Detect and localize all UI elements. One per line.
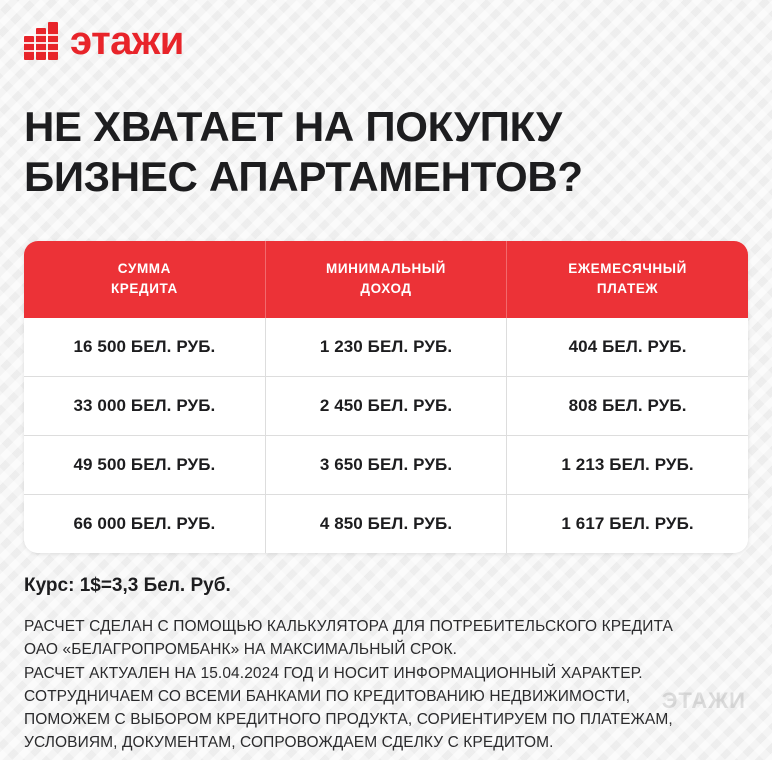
cell-payment: 1 213 БЕЛ. РУБ.	[507, 436, 748, 495]
cell-income: 3 650 БЕЛ. РУБ.	[265, 436, 506, 495]
buildings-icon	[24, 22, 60, 60]
watermark: ЭТАЖИ	[661, 688, 746, 713]
disclaimer-line-5: ПОМОЖЕМ С ВЫБОРОМ КРЕДИТНОГО ПРОДУКТА, СОРИЕНТИРУЕМ ПО ПЛАТЕЖАМ,	[24, 711, 673, 729]
disclaimer-text	[24, 615, 748, 755]
cell-income: 1 230 БЕЛ. РУБ.	[265, 318, 506, 377]
cell-payment: 1 617 БЕЛ. РУБ.	[507, 495, 748, 554]
table-row	[24, 377, 748, 436]
cell-payment: 404 БЕЛ. РУБ.	[507, 318, 748, 377]
disclaimer-line-6: УСЛОВИЯМ, ДОКУМЕНТАМ, СОПРОВОЖДАЕМ СДЕЛКУ С КРЕДИТОМ.	[24, 734, 554, 752]
headline-line-1: НЕ ХВАТАЕТ НА ПОКУПКУ	[24, 103, 562, 150]
table-row	[24, 318, 748, 377]
table-row	[24, 436, 748, 495]
table-header-row	[24, 241, 748, 318]
disclaimer-line-3: РАСЧЕТ АКТУАЛЕН НА 15.04.2024 ГОД И НОСИТ ИНФОРМАЦИОННЫЙ ХАРАКТЕР.	[24, 664, 643, 682]
column-header-payment: ЕЖЕМЕСЯЧНЫЙ ПЛАТЕЖ	[507, 241, 748, 318]
cell-income: 2 450 БЕЛ. РУБ.	[265, 377, 506, 436]
column-header-income: МИНИМАЛЬНЫЙ ДОХОД	[265, 241, 506, 318]
disclaimer-line-1: РАСЧЕТ СДЕЛАН С ПОМОЩЬЮ КАЛЬКУЛЯТОРА ДЛЯ ПОТРЕБИТЕЛЬСКОГО КРЕДИТА	[24, 618, 673, 636]
page-title	[24, 102, 748, 201]
cell-payment: 808 БЕЛ. РУБ.	[507, 377, 748, 436]
credit-table	[24, 241, 748, 553]
disclaimer-line-2: ОАО «БЕЛАГРОПРОМБАНК» НА МАКСИМАЛЬНЫЙ СРОК.	[24, 641, 458, 659]
exchange-rate-note: Курс: 1$=3,3 Бел. Руб.	[24, 575, 231, 597]
headline-line-2: БИЗНЕС АПАРТАМЕНТОВ?	[24, 152, 583, 200]
cell-income: 4 850 БЕЛ. РУБ.	[265, 495, 506, 554]
brand-name: этажи	[70, 19, 184, 63]
column-header-amount: СУММА КРЕДИТА	[24, 241, 265, 318]
cell-amount: 66 000 БЕЛ. РУБ.	[24, 495, 265, 554]
table-row	[24, 495, 748, 554]
cell-amount: 49 500 БЕЛ. РУБ.	[24, 436, 265, 495]
disclaimer-line-4: СОТРУДНИЧАЕМ СО ВСЕМИ БАНКАМИ ПО КРЕДИТОВАНИЮ НЕДВИЖИМОСТИ,	[24, 687, 631, 705]
brand-logo	[24, 0, 748, 68]
cell-amount: 33 000 БЕЛ. РУБ.	[24, 377, 265, 436]
cell-amount: 16 500 БЕЛ. РУБ.	[24, 318, 265, 377]
